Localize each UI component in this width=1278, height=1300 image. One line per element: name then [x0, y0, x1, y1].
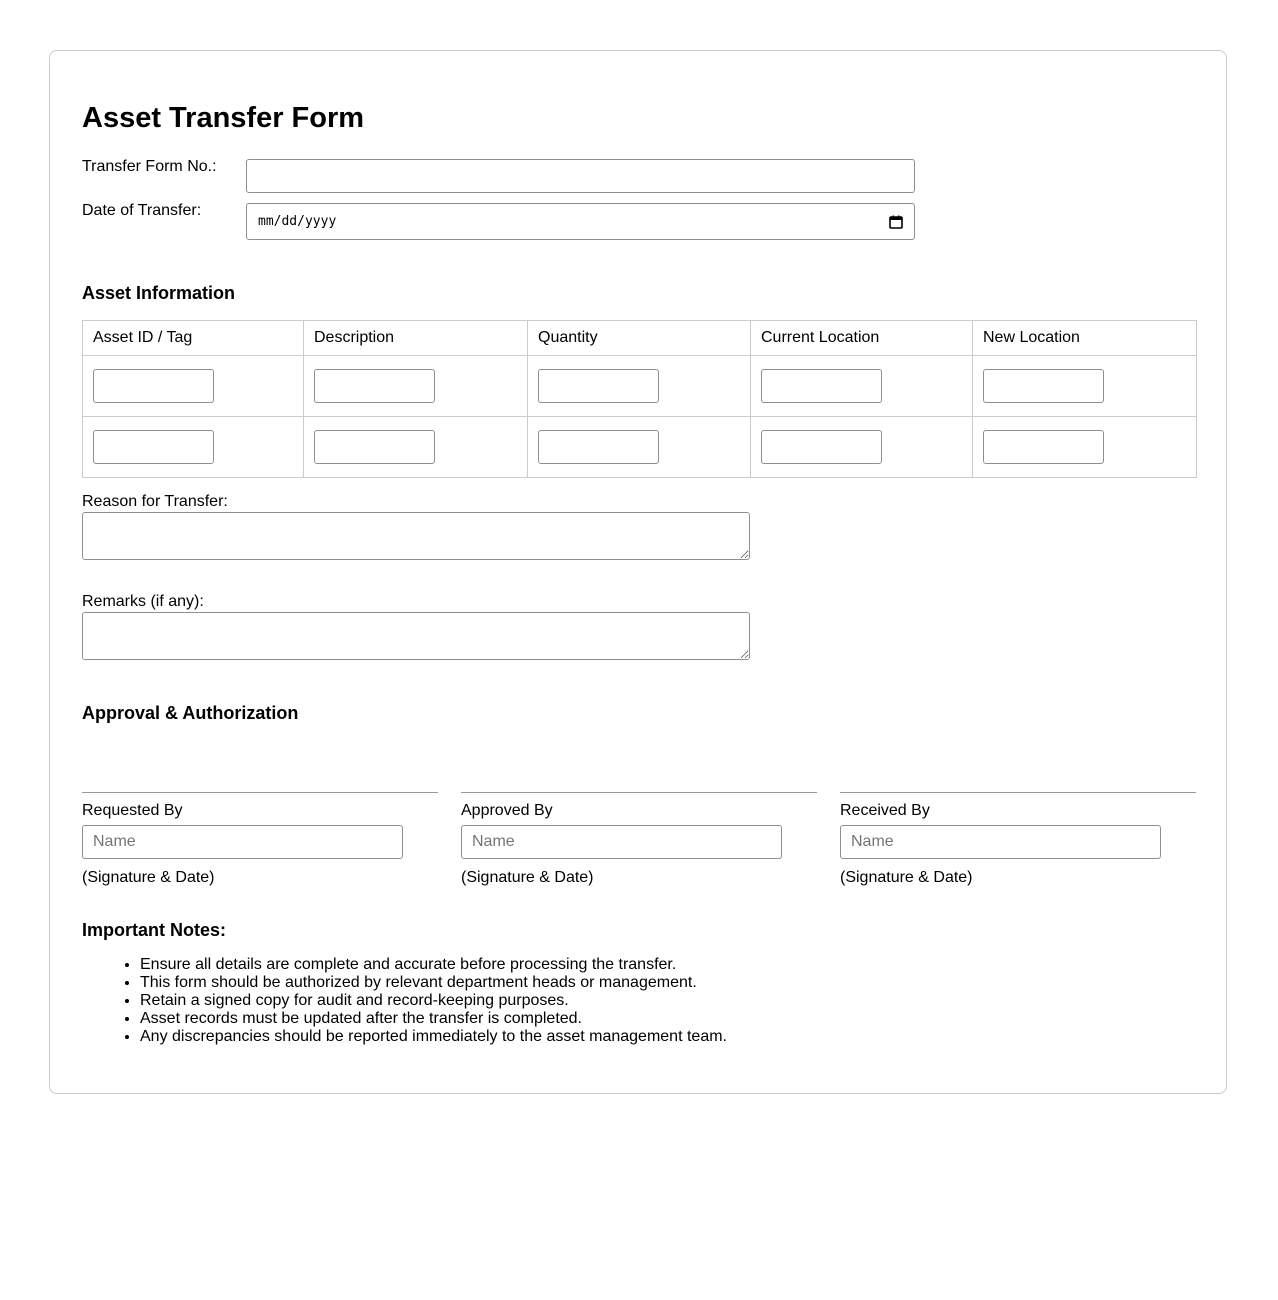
current-location-input[interactable]	[761, 430, 882, 464]
list-item: • Retain a signed copy for audit and record-keeping purposes.	[140, 992, 727, 1010]
column-header-current-location: Current Location	[751, 321, 973, 356]
important-notes-heading: Important Notes:	[82, 920, 226, 940]
column-header-description: Description	[304, 321, 528, 356]
signature-block-received-by	[840, 792, 1196, 888]
table-row	[83, 417, 1197, 478]
received-by-name-input[interactable]	[840, 825, 1161, 859]
reason-for-transfer-textarea[interactable]	[82, 512, 750, 560]
signature-line	[840, 792, 1196, 793]
table-cell	[973, 417, 1197, 478]
calendar-icon[interactable]	[889, 215, 903, 229]
signature-caption: (Signature & Date)	[840, 869, 973, 886]
asset-information-heading: Asset Information	[82, 283, 236, 303]
table-cell	[83, 356, 304, 417]
table-cell	[304, 356, 528, 417]
column-header-asset-id: Asset ID / Tag	[83, 321, 304, 356]
quantity-input[interactable]	[538, 430, 659, 464]
current-location-input[interactable]	[761, 369, 882, 403]
asset-id-input[interactable]	[93, 369, 214, 403]
remarks-label: Remarks (if any):	[82, 593, 204, 610]
table-cell	[528, 417, 751, 478]
signature-caption: (Signature & Date)	[82, 869, 215, 886]
date-of-transfer-label: Date of Transfer:	[82, 202, 202, 219]
table-cell	[751, 356, 973, 417]
signature-caption: (Signature & Date)	[461, 869, 594, 886]
approved-by-name-input[interactable]	[461, 825, 782, 859]
reason-for-transfer-label: Reason for Transfer:	[82, 493, 228, 510]
date-placeholder: mm/dd/yyyy	[258, 214, 337, 229]
table-cell	[973, 356, 1197, 417]
signature-line	[82, 792, 438, 793]
table-cell	[751, 417, 973, 478]
page-title: Asset Transfer Form	[82, 102, 365, 134]
table-cell	[528, 356, 751, 417]
table-cell	[83, 417, 304, 478]
transfer-form-no-label: Transfer Form No.:	[82, 158, 217, 175]
list-item: • Any discrepancies should be reported immediately to the asset management team.	[140, 1028, 727, 1046]
signature-title: Requested By	[82, 802, 183, 819]
description-input[interactable]	[314, 430, 435, 464]
signature-title: Received By	[840, 802, 930, 819]
description-input[interactable]	[314, 369, 435, 403]
requested-by-name-input[interactable]	[82, 825, 403, 859]
transfer-form-no-input[interactable]	[246, 159, 915, 193]
signature-line	[461, 792, 817, 793]
column-header-new-location: New Location	[973, 321, 1197, 356]
date-of-transfer-input[interactable]	[246, 203, 915, 240]
asset-table	[82, 320, 1197, 478]
remarks-textarea[interactable]	[82, 612, 750, 660]
asset-id-input[interactable]	[93, 430, 214, 464]
quantity-input[interactable]	[538, 369, 659, 403]
new-location-input[interactable]	[983, 369, 1104, 403]
table-row	[83, 356, 1197, 417]
important-notes-list	[82, 956, 727, 1046]
new-location-input[interactable]	[983, 430, 1104, 464]
approval-heading: Approval & Authorization	[82, 703, 299, 723]
table-header-row	[83, 321, 1197, 356]
list-item: • Ensure all details are complete and accurate before processing the transfer.	[140, 956, 727, 974]
table-cell	[304, 417, 528, 478]
signature-block-approved-by	[461, 792, 817, 888]
signature-title: Approved By	[461, 802, 553, 819]
list-item: • Asset records must be updated after the transfer is completed.	[140, 1010, 727, 1028]
column-header-quantity: Quantity	[528, 321, 751, 356]
signature-block-requested-by	[82, 792, 438, 888]
list-item: • This form should be authorized by relevant department heads or management.	[140, 974, 727, 992]
